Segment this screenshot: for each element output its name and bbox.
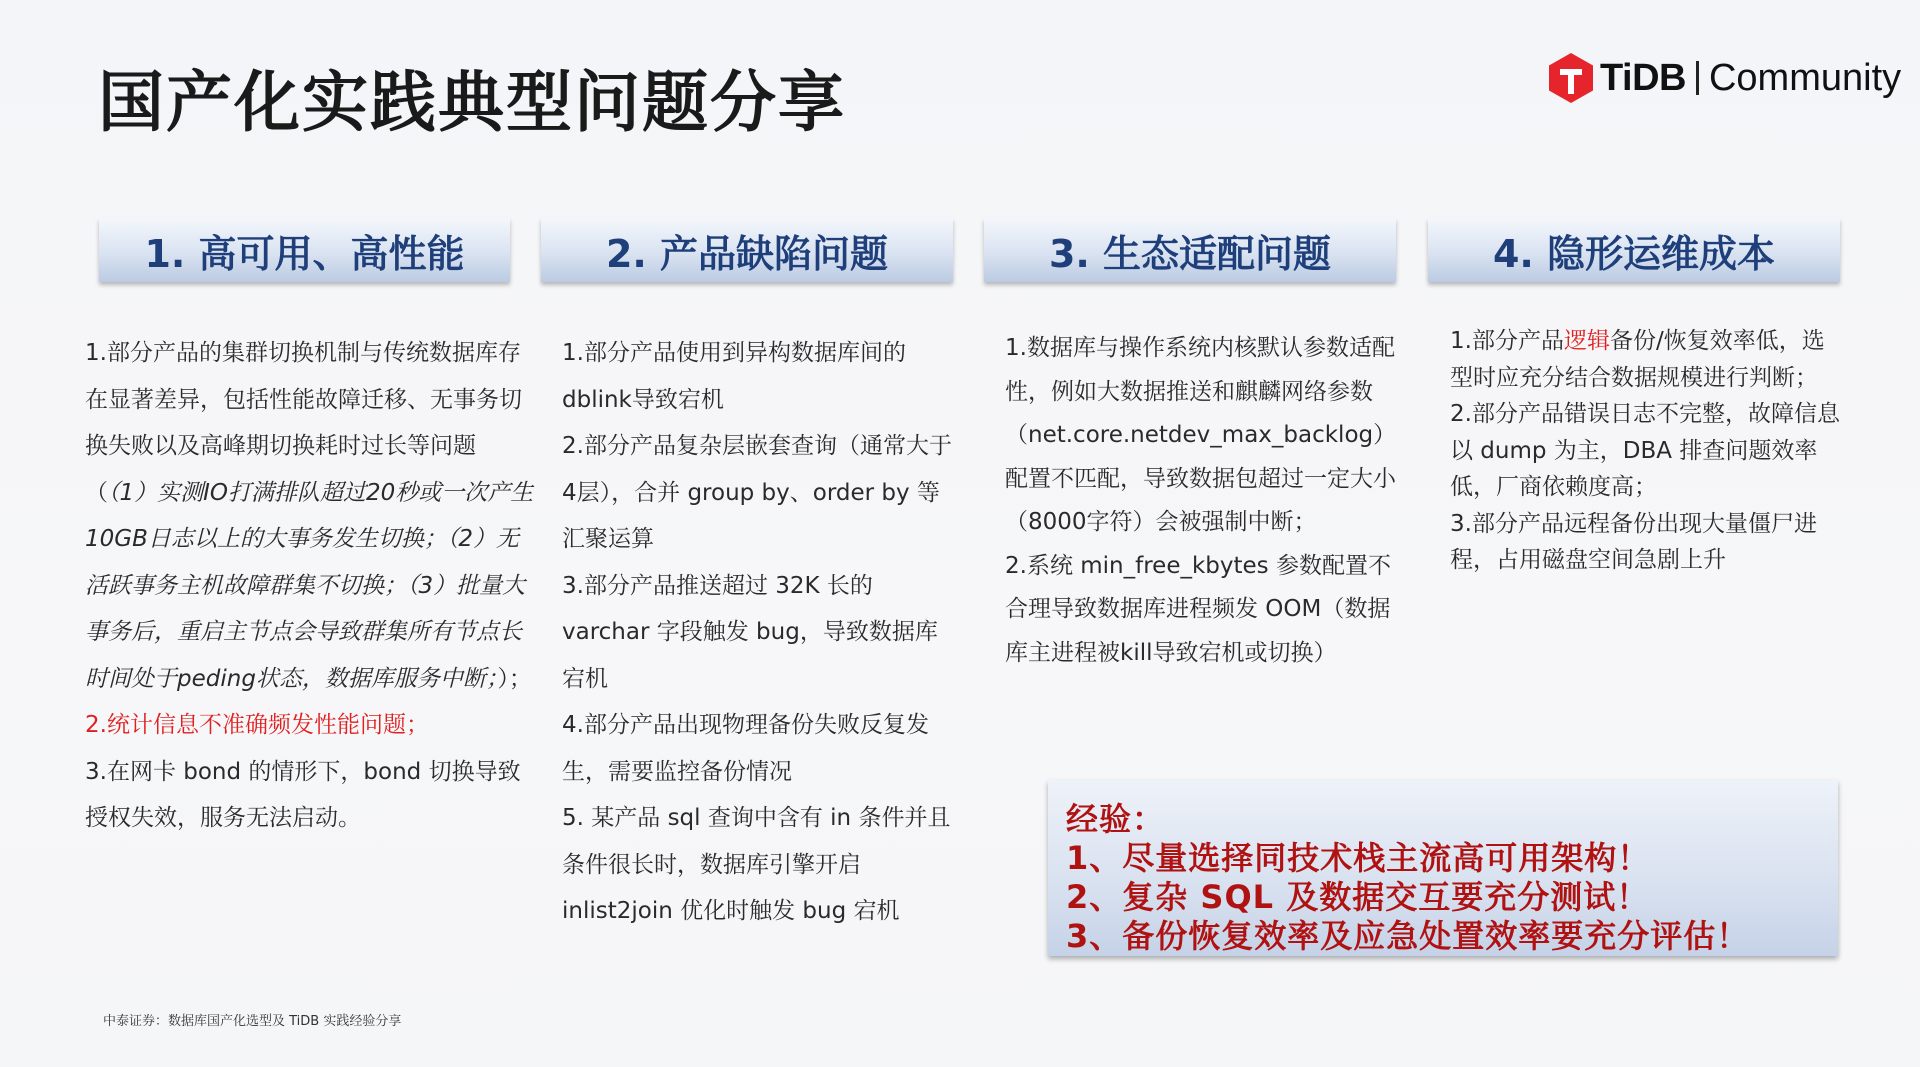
column-3-item-2: 2.系统 min_free_kbytes 参数配置不合理导致数据库进程频发 OOM（数据库主进程被kill导致宕机或切换）: [1005, 552, 1391, 666]
column-2-item-4: 4.部分产品出现物理备份失败反复发生，需要监控备份情况: [562, 712, 929, 785]
footer-source: 中泰证券：数据库国产化选型及 TiDB 实践经验分享: [103, 1014, 402, 1029]
column-4-item-2: 2.部分产品错误日志不完整，故障信息以 dump 为主，DBA 排查问题效率低，厂商依赖度高；: [1450, 401, 1840, 500]
column-2-item-5: 5. 某产品 sql 查询中含有 in 条件并且条件很长时，数据库引擎开启inlist2join 优化时触发 bug 宕机: [562, 805, 951, 924]
experience-box: [1048, 780, 1838, 956]
column-1-body: [85, 330, 535, 842]
column-4-item-3: 3.部分产品远程备份出现大量僵尸进程，占用磁盘空间急剧上升: [1450, 510, 1817, 573]
column-1-item-1-text: 1.部分产品的集群切换机制与传统数据库存在显著差异，包括性能故障迁移、无事务切换失败以及高峰期切换耗时过长等问题（: [85, 340, 522, 506]
logo-divider: [1696, 61, 1699, 95]
column-1-item-3: 3.在网卡 bond 的情形下，bond 切换导致授权失效，服务无法启动。: [85, 758, 521, 831]
experience-item-1: 1、尽量选择同技术栈主流高可用架构！: [1066, 839, 1651, 877]
column-header-product-defects: 2. 产品缺陷问题: [541, 218, 953, 282]
experience-heading: 经验：: [1066, 800, 1166, 838]
column-2-item-2: 2.部分产品复杂层嵌套查询（通常大于4层），合并 group by、order by 等汇聚运算: [562, 433, 952, 552]
tidb-community-logo: [1548, 52, 1901, 104]
column-4-item-1-text-b: 备份/恢复效率低，选型时应充分结合数据规模进行判断；: [1450, 328, 1825, 391]
column-header-high-availability: 1. 高可用、高性能: [99, 218, 510, 282]
column-3-item-1: 1.数据库与操作系统内核默认参数适配性，例如大数据推送和麒麟网络参数（net.core.netdev_max_backlog）配置不匹配，导致数据包超过一定大小（8000字符）会被强制中断；: [1005, 335, 1397, 535]
column-header-ecosystem-adaptation: 3. 生态适配问题: [984, 218, 1396, 282]
column-4-body: [1450, 323, 1840, 579]
column-3-body: [1005, 327, 1400, 675]
column-4-item-1: [1450, 323, 1840, 396]
column-2-item-1: 1.部分产品使用到异构数据库间的dblink导致宕机: [562, 340, 906, 413]
column-1-item-1-end: ）；: [497, 665, 532, 692]
column-2-item-3: 3.部分产品推送超过 32K 长的varchar 字段触发 bug，导致数据库宕机: [562, 572, 938, 692]
tidb-logo-icon: [1548, 52, 1594, 104]
column-4-item-1-highlight: 逻辑: [1563, 328, 1610, 354]
logo-community: Community: [1708, 56, 1902, 99]
experience-item-2: 2、复杂 SQL 及数据交互要充分测试！: [1066, 878, 1650, 916]
column-1-item-1: [85, 330, 535, 702]
page-title: 国产化实践典型问题分享: [98, 64, 846, 141]
column-1-item-1-details: （1）实测IO打满排队超过20秒或一次产生10GB日志以上的大事务发生切换；（2）无活跃事务主机故障群集不切换；（3）批量大事务后，重启主节点会导致群集所有节点长时间处于peding状态，数据库服务中断；: [85, 479, 534, 692]
experience-item-3: 3、备份恢复效率及应急处置效率要充分评估！: [1066, 917, 1750, 955]
column-header-hidden-ops-cost: 4. 隐形运维成本: [1428, 218, 1840, 282]
column-1-item-2: 2.统计信息不准确频发性能问题；: [85, 712, 429, 738]
column-4-item-1-text-a: 1.部分产品: [1450, 328, 1564, 354]
logo-brand: TiDB: [1600, 56, 1686, 99]
column-2-body: [562, 330, 952, 935]
